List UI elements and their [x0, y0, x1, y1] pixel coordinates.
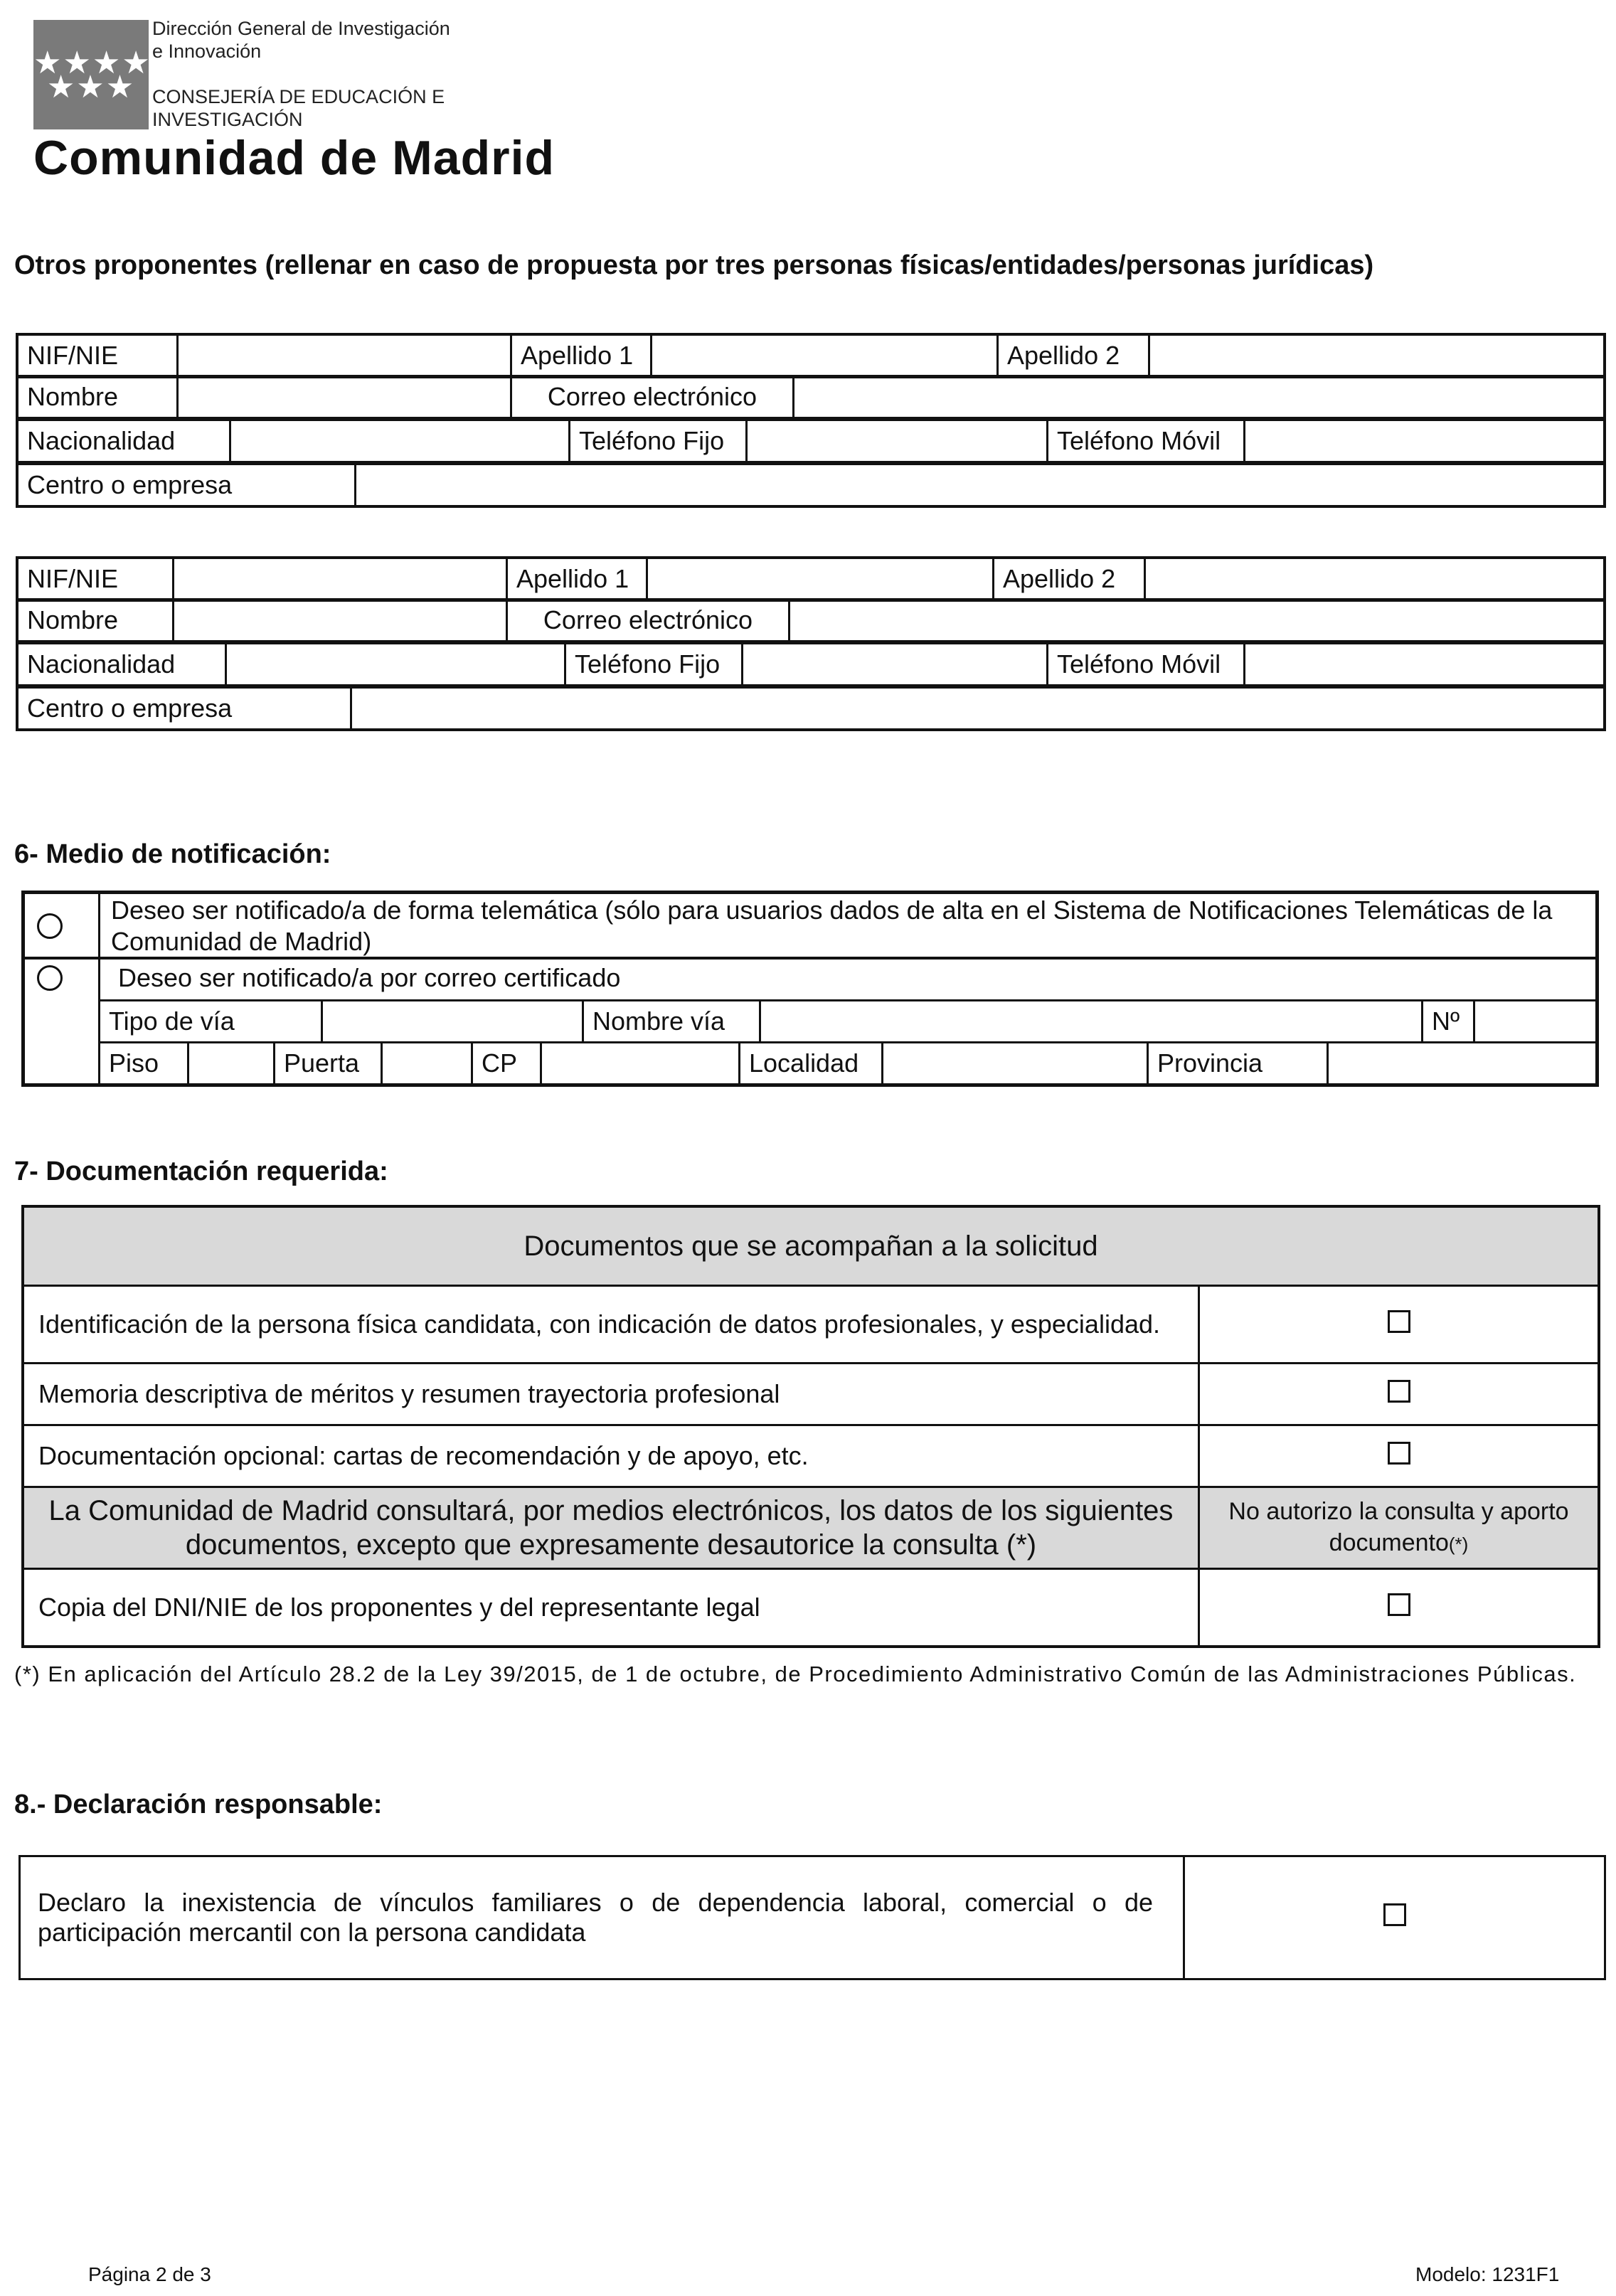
doc-item-memoria: Memoria descriptiva de méritos y resumen trayectoria profesional [23, 1364, 1199, 1425]
centro-label: Centro o empresa [17, 464, 356, 507]
doc-item-opcional: Documentación opcional: cartas de recomendación y de apoyo, etc. [23, 1425, 1199, 1487]
nacionalidad-field[interactable] [226, 644, 565, 686]
localidad-label: Localidad [740, 1043, 883, 1084]
asterisk-mark: (*) [1448, 1534, 1469, 1555]
dept-name [152, 17, 450, 63]
council-name [152, 85, 445, 131]
puerta-field[interactable] [382, 1043, 472, 1084]
nif-label: NIF/NIE [17, 334, 178, 377]
tel-movil-label: Teléfono Móvil [1048, 644, 1245, 686]
tel-movil-label: Teléfono Móvil [1048, 420, 1245, 463]
numero-field[interactable] [1474, 1001, 1598, 1043]
tel-movil-field[interactable] [1245, 644, 1605, 686]
no-autorizo-header [1199, 1487, 1600, 1569]
consult-notice: La Comunidad de Madrid consultará, por medios electrónicos, los datos de los siguientes documentos, excepto que expresamente desautorice la consulta (*) [23, 1487, 1199, 1569]
tel-movil-field[interactable] [1245, 420, 1605, 463]
apellido1-field[interactable] [647, 558, 994, 600]
centro-field[interactable] [351, 688, 1605, 730]
cp-field[interactable] [541, 1043, 740, 1084]
proponent-row-centro-1 [16, 463, 1606, 508]
numero-label: Nº [1423, 1001, 1474, 1043]
declaration-title: 8.- Declaración responsable: [14, 1790, 383, 1819]
piso-label: Piso [100, 1043, 188, 1084]
apellido2-label: Apellido 2 [994, 558, 1145, 600]
documentation-title: 7- Documentación requerida: [14, 1157, 388, 1186]
apellido2-field[interactable] [1145, 558, 1605, 600]
nombre-field[interactable] [174, 600, 507, 642]
declaration-table [18, 1855, 1606, 1980]
nacionalidad-label: Nacionalidad [17, 420, 230, 463]
correo-field[interactable] [790, 600, 1605, 642]
nombre-field[interactable] [178, 376, 511, 419]
address-row-1 [100, 999, 1597, 1043]
logo-stars-icon: ★★★★ ★★★ [33, 45, 152, 105]
option-post-text: Deseo ser notificado/a por correo certificado [118, 963, 621, 992]
doc-checkbox-opcional[interactable] [1388, 1442, 1410, 1465]
divider [21, 957, 98, 960]
council-line-2: INVESTIGACIÓN [152, 109, 303, 130]
region-title: Comunidad de Madrid [33, 131, 555, 185]
apellido1-label: Apellido 1 [507, 558, 647, 600]
doc-checkbox-cell [1199, 1286, 1600, 1364]
nombre-via-field[interactable] [760, 1001, 1423, 1043]
nif-field[interactable] [178, 334, 511, 377]
dept-line-1: Dirección General de Investigación [152, 18, 450, 39]
nombre-via-label: Nombre vía [583, 1001, 760, 1043]
proponent-row-nacionalidad-1 [16, 419, 1606, 464]
proponent-table-2 [16, 556, 1606, 602]
proponent-table-1 [16, 333, 1606, 378]
doc-item-identificacion: Identificación de la persona física candidata, con indicación de datos profesionales, y especialidad. [23, 1286, 1199, 1364]
apellido2-field[interactable] [1149, 334, 1605, 377]
provincia-label: Provincia [1148, 1043, 1328, 1084]
nacionalidad-field[interactable] [230, 420, 570, 463]
tel-fijo-field[interactable] [747, 420, 1048, 463]
tel-fijo-field[interactable] [743, 644, 1048, 686]
page-number: Página 2 de 3 [88, 2263, 211, 2285]
doc-checkbox-cell [1199, 1364, 1600, 1425]
piso-field[interactable] [188, 1043, 275, 1084]
proponent-row-nombre-1 [16, 375, 1606, 420]
no-autorizo-text: No autorizo la consulta y aporto documento [1228, 1498, 1569, 1556]
documents-table [21, 1205, 1600, 1648]
legal-footnote: (*) En aplicación del Artículo 28.2 de la Ley 39/2015, de 1 de octubre, de Procedimiento Administrativo Común de las Administraciones Públicas. [14, 1662, 1577, 1686]
apellido1-label: Apellido 1 [511, 334, 652, 377]
nombre-label: Nombre [17, 600, 174, 642]
proponent-row-nacionalidad-2 [16, 642, 1606, 687]
radio-post[interactable] [37, 965, 63, 991]
nombre-label: Nombre [17, 376, 178, 419]
doc-checkbox-dni[interactable] [1388, 1593, 1410, 1616]
nif-field[interactable] [174, 558, 507, 600]
doc-checkbox-cell [1199, 1569, 1600, 1647]
model-number: Modelo: 1231F1 [1415, 2263, 1560, 2285]
doc-checkbox-cell [1199, 1425, 1600, 1487]
correo-label: Correo electrónico [507, 600, 790, 642]
notification-title: 6- Medio de notificación: [14, 839, 331, 869]
radio-telematic[interactable] [37, 913, 63, 939]
option-telematic-text: Deseo ser notificado/a de forma telemática (sólo para usuarios dados de alta en el Sistema de Notificaciones Telemáticas de la Comunidad de Madrid) [111, 895, 1553, 956]
doc-item-dni: Copia del DNI/NIE de los proponentes y del representante legal [23, 1569, 1199, 1647]
council-line-1: CONSEJERÍA DE EDUCACIÓN E [152, 86, 445, 107]
declaration-text: Declaro la inexistencia de vínculos familiares o de dependencia laboral, comercial o de participación mercantil con la persona candidata [20, 1856, 1184, 1979]
nacionalidad-label: Nacionalidad [17, 644, 226, 686]
tel-fijo-label: Teléfono Fijo [565, 644, 743, 686]
address-row-2 [100, 1041, 1597, 1083]
apellido2-label: Apellido 2 [998, 334, 1149, 377]
doc-checkbox-identificacion[interactable] [1388, 1310, 1410, 1333]
cp-label: CP [472, 1043, 541, 1084]
correo-label: Correo electrónico [511, 376, 794, 419]
doc-checkbox-memoria[interactable] [1388, 1380, 1410, 1403]
centro-label: Centro o empresa [17, 688, 351, 730]
declaration-checkbox[interactable] [1383, 1903, 1406, 1926]
centro-field[interactable] [356, 464, 1605, 507]
nif-label: NIF/NIE [17, 558, 174, 600]
apellido1-field[interactable] [652, 334, 998, 377]
dept-line-2: e Innovación [152, 41, 262, 62]
documents-header: Documentos que se acompañan a la solicitud [23, 1206, 1599, 1286]
puerta-label: Puerta [275, 1043, 382, 1084]
proponents-title: Otros proponentes (rellenar en caso de propuesta por tres personas físicas/entidades/personas jurídicas) [14, 250, 1374, 280]
tipo-via-label: Tipo de vía [100, 1001, 322, 1043]
proponent-row-centro-2 [16, 686, 1606, 731]
provincia-field[interactable] [1328, 1043, 1598, 1084]
correo-field[interactable] [794, 376, 1605, 419]
tipo-via-field[interactable] [322, 1001, 583, 1043]
proponent-row-nombre-2 [16, 598, 1606, 643]
tel-fijo-label: Teléfono Fijo [570, 420, 747, 463]
declaration-checkbox-cell [1184, 1856, 1605, 1979]
localidad-field[interactable] [883, 1043, 1148, 1084]
